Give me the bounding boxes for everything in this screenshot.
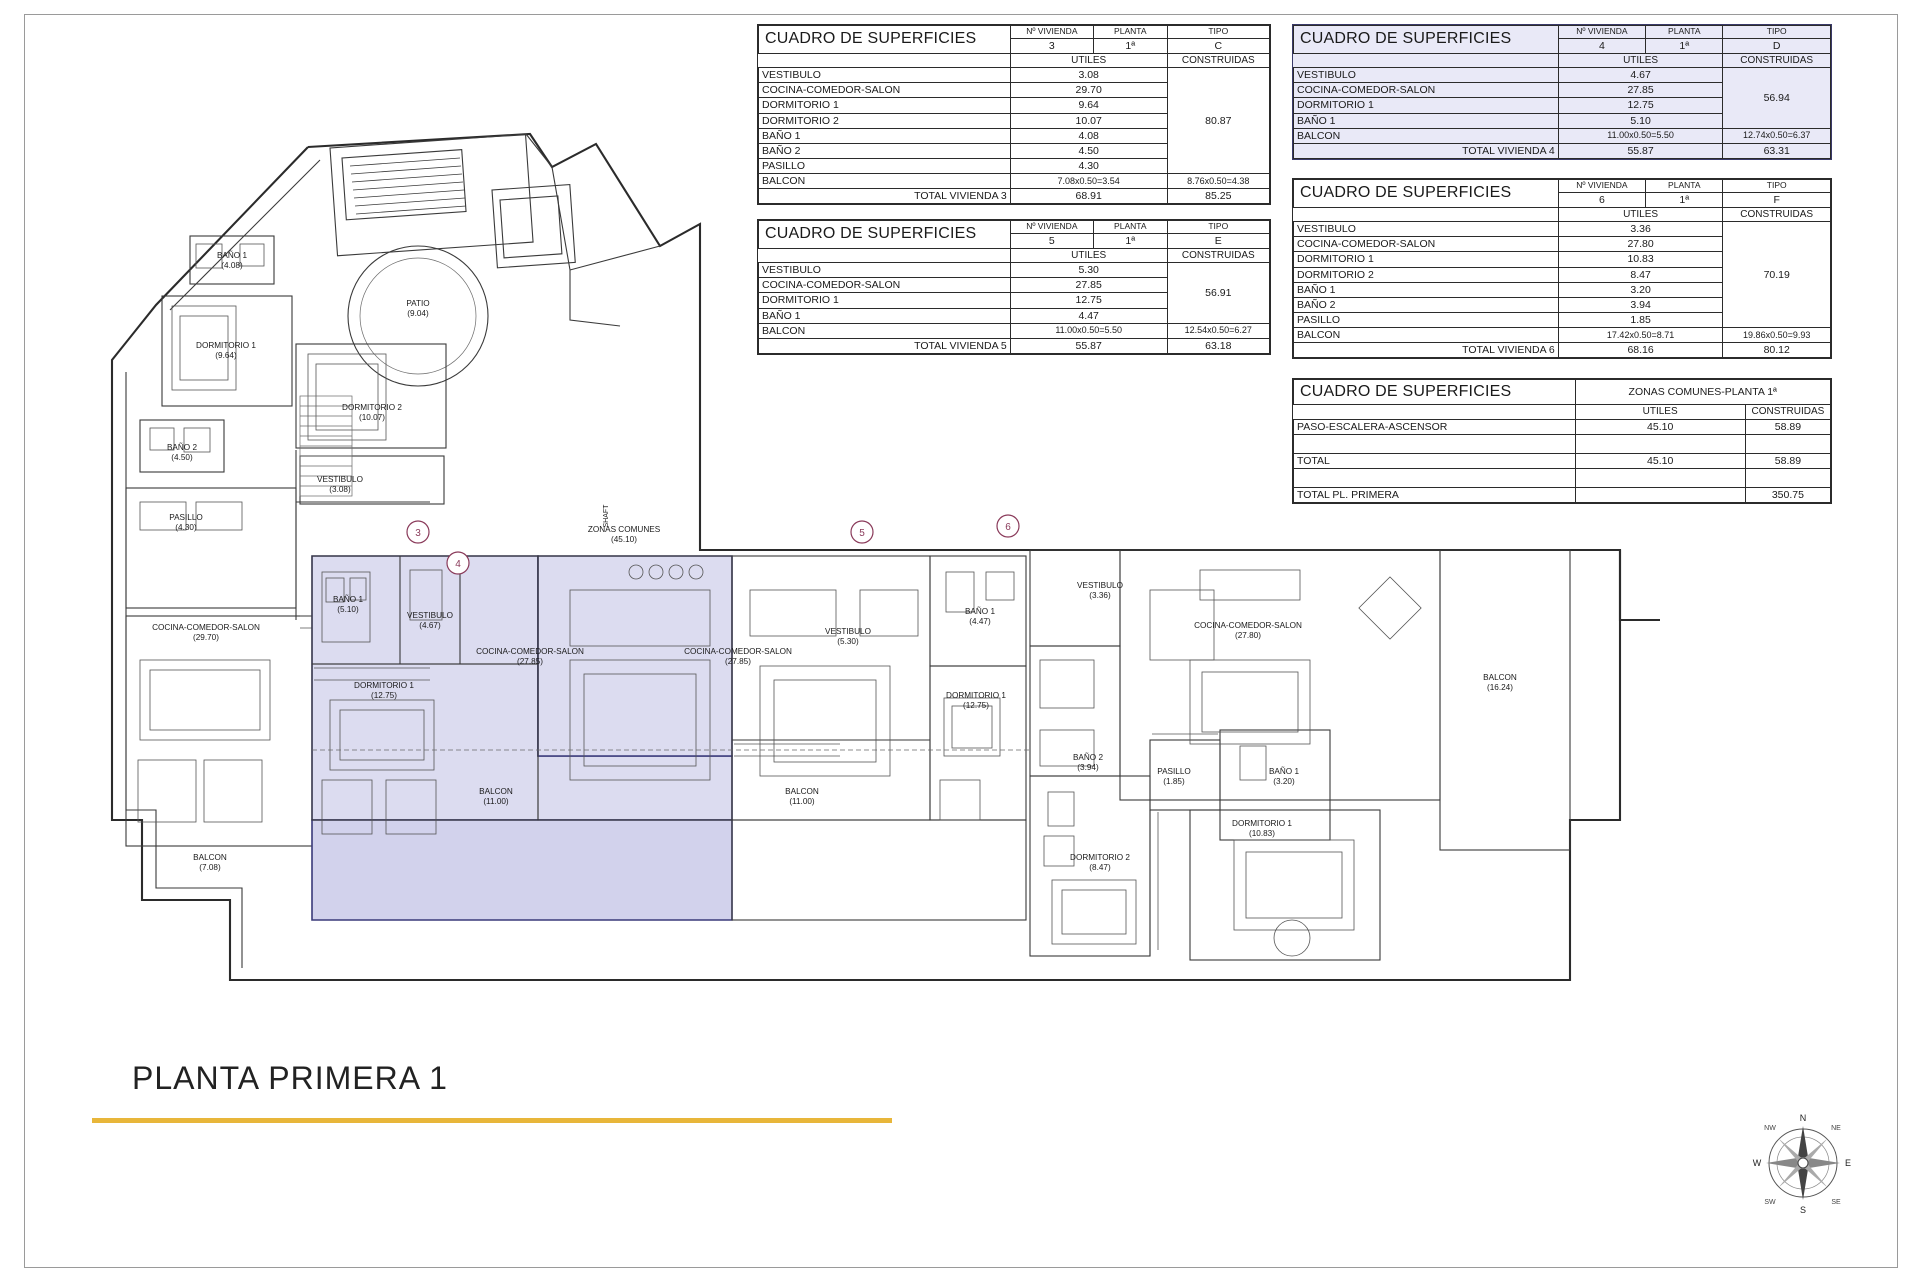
value-planta: 1ª <box>1646 192 1723 207</box>
total-label: TOTAL VIVIENDA 4 <box>1294 143 1559 158</box>
label-unit3-bano2-area: (4.50) <box>171 453 193 462</box>
label-unit6-cocina-name: COCINA-COMEDOR-SALON <box>1194 621 1302 630</box>
total-construidas: 58.89 <box>1745 453 1830 468</box>
row-label: DORMITORIO 2 <box>1294 267 1559 282</box>
value-planta: 1ª <box>1093 233 1167 248</box>
unit-marker-6: 6 <box>1005 522 1011 533</box>
row-utiles: 1.85 <box>1558 312 1723 327</box>
row-utiles: 12.75 <box>1558 98 1723 113</box>
table-title: CUADRO DE SUPERFICIES <box>759 221 1011 249</box>
col-header-construidas: CONSTRUIDAS <box>1745 405 1830 420</box>
row-label: PASO-ESCALERA-ASCENSOR <box>1294 419 1576 434</box>
label-unit6-cocina-area: (27.80) <box>1235 631 1261 640</box>
label-unit3-bano1-area: (4.08) <box>221 261 243 270</box>
row-label: DORMITORIO 2 <box>759 113 1011 128</box>
row-utiles: 45.10 <box>1575 419 1745 434</box>
row-label: VESTIBULO <box>1294 222 1559 237</box>
row-label: BALCON <box>759 323 1011 338</box>
row-label: VESTIBULO <box>759 263 1011 278</box>
row-label: BALCON <box>759 173 1011 188</box>
row-utiles: 10.07 <box>1010 113 1167 128</box>
total-utiles: 45.10 <box>1575 453 1745 468</box>
label-unit3-dormitorio1-area: (9.64) <box>215 351 237 360</box>
row-utiles: 27.85 <box>1558 83 1723 98</box>
label-unit4-balcon-area: (11.00) <box>483 797 509 806</box>
row-construidas-merged: 80.87 <box>1167 68 1269 173</box>
col-header-tipo: TIPO <box>1167 221 1269 234</box>
col-header-construidas: CONSTRUIDAS <box>1723 53 1831 68</box>
value-planta: 1ª <box>1093 38 1167 53</box>
col-header-tipo: TIPO <box>1723 26 1831 39</box>
label-unit5-balcon-area: (11.00) <box>789 797 815 806</box>
compass-e-label: E <box>1844 1158 1852 1168</box>
label-unit5-vestibulo-name: VESTIBULO <box>825 627 871 636</box>
total-label: TOTAL VIVIENDA 6 <box>1294 342 1559 357</box>
label-unit3-vestibulo-area: (3.08) <box>329 485 351 494</box>
col-header-tipo: TIPO <box>1167 26 1269 39</box>
label-unit5-balcon-name: BALCON <box>785 787 819 796</box>
total-utiles: 68.91 <box>1010 188 1167 203</box>
total-construidas: 63.31 <box>1723 143 1831 158</box>
value-vivienda: 3 <box>1010 38 1093 53</box>
label-unit3-vestibulo-name: VESTIBULO <box>317 475 363 484</box>
row-label: PASILLO <box>1294 312 1559 327</box>
row-construidas-merged: 56.94 <box>1723 68 1831 128</box>
row-utiles: 17.42x0.50=8.71 <box>1558 327 1723 342</box>
row-utiles: 4.08 <box>1010 128 1167 143</box>
label-zonas-comunes-name: ZONAS COMUNES <box>587 525 661 534</box>
compass-w-label: W <box>1752 1158 1762 1168</box>
row-label: COCINA-COMEDOR-SALON <box>759 278 1011 293</box>
compass-nw-label: NW <box>1764 1125 1776 1132</box>
label-patio-name: PATIO <box>406 299 430 308</box>
title-underline <box>92 1118 892 1123</box>
label-unit3-pasillo-name: PASILLO <box>169 513 203 522</box>
label-unit3-dormitorio2-area: (10.07) <box>359 413 385 422</box>
row-label: BAÑO 1 <box>1294 113 1559 128</box>
label-unit5-dormitorio1-name: DORMITORIO 1 <box>946 691 1006 700</box>
row-construidas: 12.54x0.50=6.27 <box>1167 323 1269 338</box>
value-tipo: C <box>1167 38 1269 53</box>
label-unit4-balcon-name: BALCON <box>479 787 513 796</box>
col-header-utiles: UTILES <box>1575 405 1745 420</box>
row-construidas: 8.76x0.50=4.38 <box>1167 173 1269 188</box>
row-construidas-merged: 56.91 <box>1167 263 1269 323</box>
value-tipo: F <box>1723 192 1831 207</box>
unit-marker-3: 3 <box>415 528 421 539</box>
value-tipo: E <box>1167 233 1269 248</box>
label-unit3-bano1-name: BAÑO 1 <box>216 251 248 260</box>
label-patio-area: (9.04) <box>407 309 429 318</box>
col-header-utiles: UTILES <box>1010 248 1167 263</box>
total-utiles: 55.87 <box>1010 338 1167 353</box>
value-vivienda: 4 <box>1558 38 1645 53</box>
value-tipo: D <box>1723 38 1831 53</box>
label-unit5-bano1-name: BAÑO 1 <box>964 607 996 616</box>
col-header-vivienda: Nº VIVIENDA <box>1558 26 1645 39</box>
label-unit4-cocina-area: (27.85) <box>517 657 543 666</box>
row-label: VESTIBULO <box>1294 68 1559 83</box>
row-label: BAÑO 2 <box>1294 297 1559 312</box>
row-utiles: 5.30 <box>1010 263 1167 278</box>
row-utiles: 3.20 <box>1558 282 1723 297</box>
label-unit6-pasillo-area: (1.85) <box>1163 777 1185 786</box>
total-construidas: 63.18 <box>1167 338 1269 353</box>
col-header-planta: PLANTA <box>1093 221 1167 234</box>
row-construidas: 58.89 <box>1745 419 1830 434</box>
label-unit4-bano1-name: BAÑO 1 <box>332 595 364 604</box>
label-unit6-balcon-name: BALCON <box>1483 673 1517 682</box>
label-unit6-bano2-area: (3.94) <box>1077 763 1099 772</box>
value-vivienda: 5 <box>1010 233 1093 248</box>
label-unit3-pasillo-area: (4.30) <box>175 523 197 532</box>
col-header-utiles: UTILES <box>1558 53 1723 68</box>
total-utiles: 55.87 <box>1558 143 1723 158</box>
compass-s-label: S <box>1799 1205 1807 1215</box>
label-unit4-vestibulo-area: (4.67) <box>419 621 441 630</box>
col-header-utiles: UTILES <box>1010 53 1167 68</box>
page-title: PLANTA PRIMERA 1 <box>132 1060 448 1096</box>
row-label: BAÑO 2 <box>759 143 1011 158</box>
svg-text:SHAFT: SHAFT <box>603 504 610 528</box>
col-header-planta: PLANTA <box>1646 180 1723 193</box>
col-header-construidas: CONSTRUIDAS <box>1723 207 1831 222</box>
row-construidas: 19.86x0.50=9.93 <box>1723 327 1831 342</box>
grand-total-label: TOTAL PL. PRIMERA <box>1294 488 1576 503</box>
value-vivienda: 6 <box>1558 192 1645 207</box>
row-utiles: 4.50 <box>1010 143 1167 158</box>
row-utiles: 27.80 <box>1558 237 1723 252</box>
table-title: CUADRO DE SUPERFICIES <box>759 26 1011 54</box>
row-utiles: 11.00x0.50=5.50 <box>1010 323 1167 338</box>
compass-rose-icon <box>1748 1108 1858 1218</box>
row-utiles: 10.83 <box>1558 252 1723 267</box>
compass-n-label: N <box>1799 1113 1807 1123</box>
col-header-tipo: TIPO <box>1723 180 1831 193</box>
compass-sw-label: SW <box>1764 1199 1776 1206</box>
label-unit5-bano1-area: (4.47) <box>969 617 991 626</box>
row-label: BALCON <box>1294 327 1559 342</box>
floor-plan-drawing <box>100 120 1660 1020</box>
row-label: COCINA-COMEDOR-SALON <box>759 83 1011 98</box>
row-label: COCINA-COMEDOR-SALON <box>1294 237 1559 252</box>
row-construidas-merged: 70.19 <box>1723 222 1831 327</box>
row-utiles: 7.08x0.50=3.54 <box>1010 173 1167 188</box>
col-header-planta: PLANTA <box>1093 26 1167 39</box>
total-label: TOTAL VIVIENDA 5 <box>759 338 1011 353</box>
col-header-construidas: CONSTRUIDAS <box>1167 53 1269 68</box>
col-header-utiles: UTILES <box>1558 207 1723 222</box>
col-header-vivienda: Nº VIVIENDA <box>1010 26 1093 39</box>
unit-marker-5: 5 <box>859 528 865 539</box>
table-title: CUADRO DE SUPERFICIES <box>1294 180 1559 208</box>
row-utiles: 3.36 <box>1558 222 1723 237</box>
total-construidas: 85.25 <box>1167 188 1269 203</box>
label-unit6-vestibulo-area: (3.36) <box>1089 591 1111 600</box>
unit-marker-4: 4 <box>455 559 461 570</box>
compass-ne-label: NE <box>1831 1125 1841 1132</box>
label-unit6-dormitorio2-name: DORMITORIO 2 <box>1070 853 1130 862</box>
row-utiles: 3.08 <box>1010 68 1167 83</box>
value-zona: ZONAS COMUNES-PLANTA 1ª <box>1575 380 1831 405</box>
col-header-vivienda: Nº VIVIENDA <box>1558 180 1645 193</box>
label-unit4-cocina-name: COCINA-COMEDOR-SALON <box>476 647 584 656</box>
row-utiles: 4.67 <box>1558 68 1723 83</box>
label-unit6-bano1-name: BAÑO 1 <box>1268 767 1300 776</box>
label-unit4-vestibulo-name: VESTIBULO <box>407 611 453 620</box>
table-title: CUADRO DE SUPERFICIES <box>1294 380 1576 405</box>
col-header-vivienda: Nº VIVIENDA <box>1010 221 1093 234</box>
row-label: BALCON <box>1294 128 1559 143</box>
grand-total-value: 350.75 <box>1745 488 1830 503</box>
total-label: TOTAL VIVIENDA 3 <box>759 188 1011 203</box>
row-label: COCINA-COMEDOR-SALON <box>1294 83 1559 98</box>
label-unit4-dormitorio1-name: DORMITORIO 1 <box>354 681 414 690</box>
label-unit6-vestibulo-name: VESTIBULO <box>1077 581 1123 590</box>
row-label: DORMITORIO 1 <box>1294 98 1559 113</box>
col-header-planta: PLANTA <box>1646 26 1723 39</box>
label-unit5-cocina-name: COCINA-COMEDOR-SALON <box>684 647 792 656</box>
label-unit3-cocina-name: COCINA-COMEDOR-SALON <box>152 623 260 632</box>
label-unit5-cocina-area: (27.85) <box>725 657 751 666</box>
row-label: BAÑO 1 <box>1294 282 1559 297</box>
table-title: CUADRO DE SUPERFICIES <box>1294 26 1559 54</box>
label-unit6-bano2-name: BAÑO 2 <box>1072 753 1104 762</box>
row-label: PASILLO <box>759 158 1011 173</box>
total-construidas: 80.12 <box>1723 342 1831 357</box>
label-unit6-dormitorio1-area: (10.83) <box>1249 829 1275 838</box>
row-label: BAÑO 1 <box>759 128 1011 143</box>
row-utiles: 12.75 <box>1010 293 1167 308</box>
compass-se-label: SE <box>1831 1199 1841 1206</box>
row-construidas: 12.74x0.50=6.37 <box>1723 128 1831 143</box>
row-utiles: 5.10 <box>1558 113 1723 128</box>
row-utiles: 9.64 <box>1010 98 1167 113</box>
row-label: DORMITORIO 1 <box>759 293 1011 308</box>
label-unit3-bano2-name: BAÑO 2 <box>166 443 198 452</box>
label-zonas-comunes-area: (45.10) <box>611 535 637 544</box>
label-unit3-cocina-area: (29.70) <box>193 633 219 642</box>
total-utiles: 68.16 <box>1558 342 1723 357</box>
row-utiles: 3.94 <box>1558 297 1723 312</box>
row-label: DORMITORIO 1 <box>1294 252 1559 267</box>
label-unit5-vestibulo-area: (5.30) <box>837 637 859 646</box>
label-unit6-dormitorio1-name: DORMITORIO 1 <box>1232 819 1292 828</box>
row-label: VESTIBULO <box>759 68 1011 83</box>
label-unit3-dormitorio2-name: DORMITORIO 2 <box>342 403 402 412</box>
total-label: TOTAL <box>1294 453 1576 468</box>
row-utiles: 4.47 <box>1010 308 1167 323</box>
row-utiles: 27.85 <box>1010 278 1167 293</box>
row-utiles: 11.00x0.50=5.50 <box>1558 128 1723 143</box>
label-unit3-balcon-name: BALCON <box>193 853 227 862</box>
value-planta: 1ª <box>1646 38 1723 53</box>
label-unit4-bano1-area: (5.10) <box>337 605 359 614</box>
label-unit6-pasillo-name: PASILLO <box>1157 767 1191 776</box>
label-unit6-dormitorio2-area: (8.47) <box>1089 863 1111 872</box>
row-utiles: 4.30 <box>1010 158 1167 173</box>
label-unit6-bano1-area: (3.20) <box>1273 777 1295 786</box>
row-label: BAÑO 1 <box>759 308 1011 323</box>
row-utiles: 8.47 <box>1558 267 1723 282</box>
row-label: DORMITORIO 1 <box>759 98 1011 113</box>
label-unit5-dormitorio1-area: (12.75) <box>963 701 989 710</box>
label-unit3-balcon-area: (7.08) <box>199 863 221 872</box>
label-unit4-dormitorio1-area: (12.75) <box>371 691 397 700</box>
row-utiles: 29.70 <box>1010 83 1167 98</box>
col-header-construidas: CONSTRUIDAS <box>1167 248 1269 263</box>
label-unit6-balcon-area: (16.24) <box>1487 683 1513 692</box>
label-unit3-dormitorio1-name: DORMITORIO 1 <box>196 341 256 350</box>
